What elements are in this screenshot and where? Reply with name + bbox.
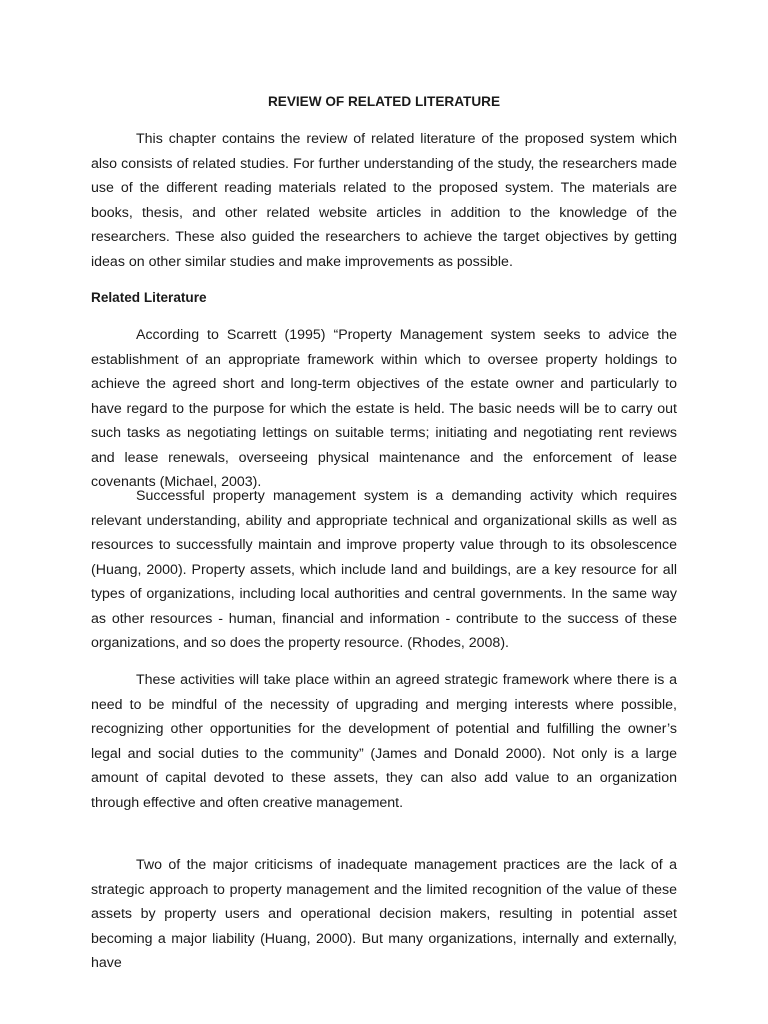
body-paragraph-major-criticisms: Two of the major criticisms of inadequate management practices are the lack of a strategic approach to property management and the limited recognition of the value of these assets by property users and operational decision makers, resulting in potential asset becoming a major liability (Huang, 2000). But many organizations, internally and externally, have [91,857,677,971]
intro-paragraph: This chapter contains the review of related literature of the proposed system which also consists of related studies. For further understanding of the study, the researchers made use of the different reading materials related to the proposed system. The materials are books, thesis, and other related website articles in addition to the knowledge of the researchers. These also guided the researchers to achieve the target objectives by getting ideas on other similar studies and make improvements as possible. [91,131,677,270]
body-paragraph-scarrett: According to Scarrett (1995) “Property Management system seeks to advice the establishment of an appropriate framework within which to oversee property holdings to achieve the agreed short and long-term objectives of the estate owner and particularly to have regard to the purpose for which the estate is held. The basic needs will be to carry out such tasks as negotiating lettings on suitable terms; initiating and negotiating rent reviews and lease renewals, overseeing physical maintenance and the enforcement of lease covenants (Michael, 2003). [91,327,677,490]
document-title: REVIEW OF RELATED LITERATURE [267,94,501,109]
body-paragraph-successful-management: Successful property management system is a demanding activity which requires relevant understanding, ability and appropriate technical and organizational skills as well as resources to successfully maintain and improve property value through to its obsolescence (Huang, 2000). Property assets, which include land and buildings, are a key resource for all types of organizations, including local authorities and central governments. In the same way as other resources - human, financial and information - contribute to the success of these organizations, and so does the property resource. (Rhodes, 2008). [91,488,677,651]
section-heading-related-literature: Related Literature [91,290,207,305]
body-paragraph-strategic-framework: These activities will take place within an agreed strategic framework where there is a need to be mindful of the necessity of upgrading and merging interests where possible, recognizing other opportunities for the development of potential and fulfilling the owner’s legal and social duties to the community” (James and Donald 2000). Not only is a large amount of capital devoted to these assets, they can also add value to an organization through effective and often creative management. [91,672,677,811]
